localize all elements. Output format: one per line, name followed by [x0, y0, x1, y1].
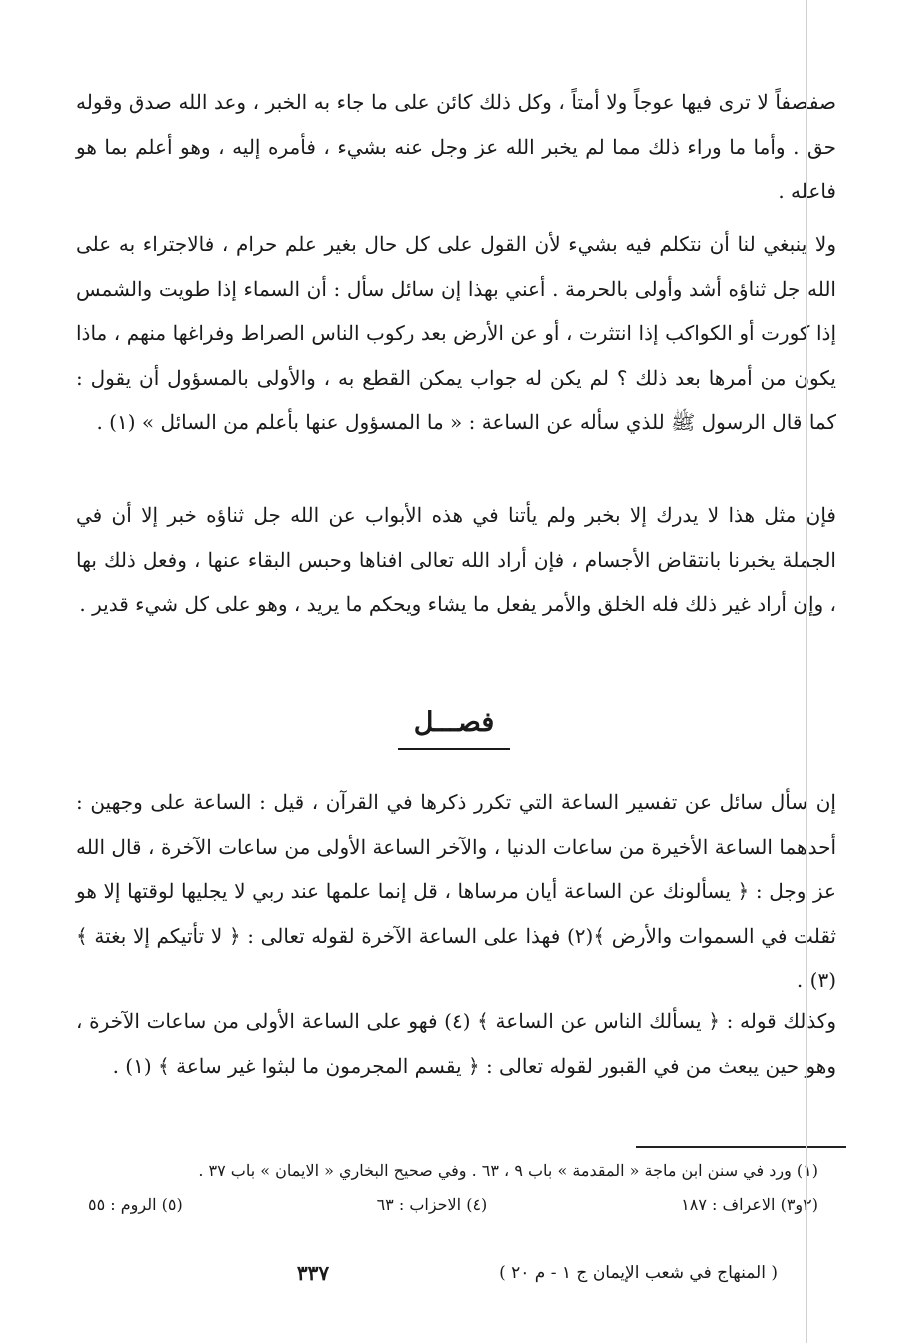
footnote-4: (٤) الاحزاب : ٦٣ [376, 1195, 488, 1214]
paragraph-1: صفصفاً لا ترى فيها عوجاً ولا أمتاً ، وكل ذلك كائن على ما جاء به الخبر ، وعد الله صدق وقوله حق . وأما ما وراء ذلك مما لم يخبر الله عز وجل عنه بشيء ، فأمره إليه ، وهو أعلم بما هو فاعله . [76, 90, 836, 203]
footnote-separator [636, 1146, 846, 1148]
paragraph-3: فإن مثل هذا لا يدرك إلا بخبر ولم يأتنا في هذه الأبواب عن الله جل ثناؤه خبر إلا أن في الجملة يخبرنا بانتقاض الأجسام ، فإن أراد الله تعالى افناها وحبس البقاء عنها ، وفعل ذلك بها ، وإن أراد غير ذلك فله الخلق والأمر يفعل ما يشاء ويحكم ما يريد ، وهو على كل شيء قدير . [76, 503, 836, 616]
paragraph-2: ولا ينبغي لنا أن نتكلم فيه بشيء لأن القول على كل حال بغير علم حرام ، فالاجتراء به على الله جل ثناؤه أشد وأولى بالحرمة . أعني بهذا إن سائل سأل : أن السماء إذا طويت والشمس إذا كورت أو الكواكب إذا انتثرت ، أو عن الأرض بعد ركوب الناس الصراط وفراغها منهم ، ماذا يكون من أمرها بعد ذلك ؟ لم يكن له جواب يمكن القطع به ، والأولى بالمسؤول أن يقول : كما قال الرسول ﷺ للذي سأله عن الساعة : « ما المسؤول عنها بأعلم من السائل » (١) . [76, 232, 836, 434]
footnote-5: (٥) الروم : ٥٥ [88, 1195, 183, 1214]
section-heading [0, 698, 908, 750]
page-number: ٣٣٧ [296, 1261, 330, 1285]
footnote-2-3: (٢و٣) الاعراف : ١٨٧ [681, 1195, 818, 1214]
book-reference: ( المنهاج في شعب الإيمان ج ١ - م ٢٠ ) [499, 1263, 778, 1283]
section-heading-text: فصـــل [398, 698, 511, 750]
paragraph-4: إن سأل سائل عن تفسير الساعة التي تكرر ذكرها في القرآن ، قيل : الساعة على وجهين : أحدهما الساعة الأخيرة من ساعات الدنيا ، والآخر الساعة الأولى من ساعات الآخرة ، قال الله عز وجل : ﴿ يسألونك عن الساعة أيان مرساها ، قل إنما علمها عند ربي لا يجليها لوقتها إلا هو ثقلت في السموات والأرض ﴾(٢) فهذا على الساعة الآخرة لقوله تعالى : ﴿ لا تأتيكم إلا بغتة ﴾ (٣) . [76, 790, 837, 992]
footnote-line-2 [88, 1192, 818, 1218]
page-footer [88, 1260, 818, 1286]
footnote-1: (١) ورد في سنن ابن ماجة « المقدمة » باب ٩ ، ٦٣ . وفي صحيح البخاري « الايمان » باب ٣٧ . [198, 1161, 818, 1180]
paragraph-5: وكذلك قوله : ﴿ يسألك الناس عن الساعة ﴾ (٤) فهو على الساعة الأولى من ساعات الآخرة ، وهو حين يبعث من في القبور لقوله تعالى : ﴿ يقسم المجرمون ما لبثوا غير ساعة ﴾ (١) . [76, 1009, 836, 1078]
page-fold-line [806, 0, 807, 1343]
